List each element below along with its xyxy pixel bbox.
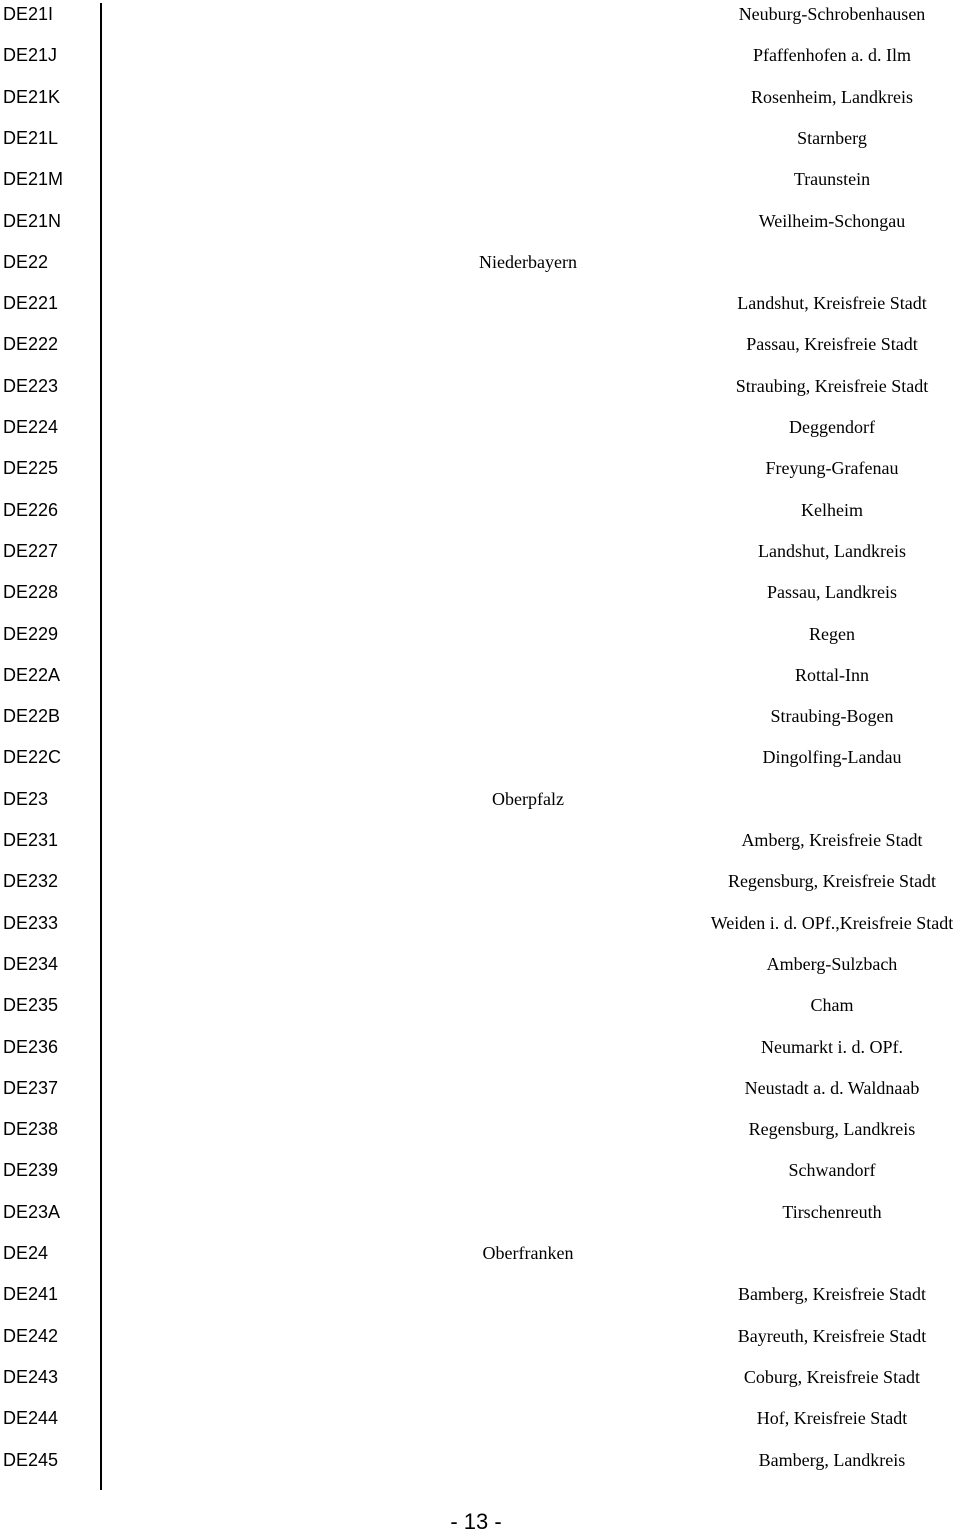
district-name: Straubing-Bogen xyxy=(770,706,894,727)
table-row xyxy=(0,787,960,811)
nuts-code: DE237 xyxy=(3,1077,59,1098)
district-name: Regensburg, Kreisfreie Stadt xyxy=(727,871,937,892)
district-name: Coburg, Kreisfreie Stadt xyxy=(743,1366,921,1387)
district-name: Landshut, Landkreis xyxy=(758,540,906,561)
table-row xyxy=(0,869,960,893)
region-name: Niederbayern xyxy=(479,251,577,272)
nuts-code: DE239 xyxy=(3,1160,59,1181)
table-row xyxy=(0,1200,960,1224)
table-row xyxy=(0,1076,960,1100)
nuts-code: DE234 xyxy=(3,953,59,974)
table-row xyxy=(0,1282,960,1306)
table-row xyxy=(0,539,960,563)
district-name: Regen xyxy=(809,623,855,644)
nuts-code: DE225 xyxy=(3,458,59,479)
district-name: Schwandorf xyxy=(788,1160,876,1181)
district-name: Straubing, Kreisfreie Stadt xyxy=(735,375,929,396)
district-name: Cham xyxy=(810,995,854,1016)
district-name: Passau, Kreisfreie Stadt xyxy=(746,334,918,355)
table-row xyxy=(0,126,960,150)
table-row xyxy=(0,374,960,398)
table-row xyxy=(0,456,960,480)
district-name: Bamberg, Landkreis xyxy=(758,1449,906,1470)
page-number: - 13 - xyxy=(450,1509,502,1534)
district-name: Pfaffenhofen a. d. Ilm xyxy=(752,45,912,66)
district-name: Traunstein xyxy=(793,169,871,190)
nuts-code: DE21J xyxy=(3,45,58,66)
district-name: Weiden i. d. OPf.,Kreisfreie Stadt xyxy=(710,912,954,933)
district-name: Passau, Landkreis xyxy=(767,582,897,603)
nuts-code: DE238 xyxy=(3,1119,59,1140)
nuts-code: DE236 xyxy=(3,1036,59,1057)
district-name: Hof, Kreisfreie Stadt xyxy=(756,1408,908,1429)
district-name: Neustadt a. d. Waldnaab xyxy=(744,1077,920,1098)
nuts-code: DE243 xyxy=(3,1366,59,1387)
table-row xyxy=(0,952,960,976)
nuts-code: DE242 xyxy=(3,1325,59,1346)
region-name: Oberpfalz xyxy=(492,788,564,809)
district-name: Amberg, Kreisfreie Stadt xyxy=(741,830,923,850)
table-row xyxy=(0,1158,960,1182)
table-row xyxy=(0,828,960,852)
district-name: Kelheim xyxy=(801,499,863,520)
table-row xyxy=(0,1448,960,1472)
nuts-code: DE226 xyxy=(3,499,59,520)
nuts-code: DE21I xyxy=(3,4,54,24)
table-row xyxy=(0,704,960,728)
district-name: Bayreuth, Kreisfreie Stadt xyxy=(737,1325,927,1346)
district-name: Freyung-Grafenau xyxy=(765,458,899,479)
table-row xyxy=(0,622,960,646)
district-name: Weilheim-Schongau xyxy=(758,210,906,231)
nuts-code: DE245 xyxy=(3,1449,59,1470)
table-row xyxy=(0,2,960,26)
nuts-code: DE241 xyxy=(3,1284,59,1305)
nuts-code: DE228 xyxy=(3,582,59,603)
table-row xyxy=(0,1241,960,1265)
table-row xyxy=(0,663,960,687)
table-row xyxy=(0,250,960,274)
nuts-code: DE22 xyxy=(3,251,49,272)
district-name: Neuburg-Schrobenhausen xyxy=(738,4,926,24)
table-row xyxy=(0,993,960,1017)
nuts-code: DE21K xyxy=(3,86,61,107)
nuts-code: DE22A xyxy=(3,664,61,685)
table-row xyxy=(0,745,960,769)
district-name: Bamberg, Kreisfreie Stadt xyxy=(737,1284,927,1305)
district-name: Rosenheim, Landkreis xyxy=(751,86,913,107)
table-row xyxy=(0,1324,960,1348)
nuts-code: DE23A xyxy=(3,1201,61,1222)
nuts-code: DE22C xyxy=(3,747,62,768)
region-name: Oberfranken xyxy=(482,1243,574,1263)
table-row xyxy=(0,167,960,191)
nuts-code: DE232 xyxy=(3,871,59,892)
nuts-code: DE229 xyxy=(3,623,59,644)
table-row xyxy=(0,1117,960,1141)
table-row xyxy=(0,580,960,604)
district-name: Rottal-Inn xyxy=(795,664,869,685)
nuts-code: DE23 xyxy=(3,788,49,809)
nuts-code: DE223 xyxy=(3,375,59,396)
table-row xyxy=(0,1406,960,1430)
nuts-code: DE24 xyxy=(3,1243,49,1263)
nuts-code: DE235 xyxy=(3,995,59,1016)
district-name: Starnberg xyxy=(797,127,867,148)
nuts-code: DE21L xyxy=(3,127,59,148)
nuts-code: DE222 xyxy=(3,334,59,355)
table-row xyxy=(0,291,960,315)
district-name: Regensburg, Landkreis xyxy=(748,1119,916,1140)
nuts-code: DE224 xyxy=(3,417,59,437)
table-row xyxy=(0,332,960,356)
nuts-code: DE231 xyxy=(3,830,59,850)
table-row xyxy=(0,209,960,233)
district-name: Tirschenreuth xyxy=(782,1201,882,1222)
table-row xyxy=(0,1035,960,1059)
table-row xyxy=(0,1365,960,1389)
nuts-code: DE21N xyxy=(3,210,62,231)
table-row xyxy=(0,415,960,439)
nuts-code: DE22B xyxy=(3,706,61,727)
table-row xyxy=(0,911,960,935)
district-name: Deggendorf xyxy=(789,417,875,437)
district-name: Dingolfing-Landau xyxy=(762,747,902,768)
nuts-code: DE227 xyxy=(3,540,59,561)
district-name: Amberg-Sulzbach xyxy=(766,953,898,974)
district-name: Neumarkt i. d. OPf. xyxy=(761,1036,903,1057)
table-row xyxy=(0,85,960,109)
table-row xyxy=(0,43,960,67)
table-row xyxy=(0,498,960,522)
nuts-code: DE233 xyxy=(3,912,59,933)
nuts-code: DE221 xyxy=(3,293,59,314)
nuts-code: DE21M xyxy=(3,169,64,190)
district-name: Landshut, Kreisfreie Stadt xyxy=(737,293,927,314)
nuts-code: DE244 xyxy=(3,1408,59,1429)
